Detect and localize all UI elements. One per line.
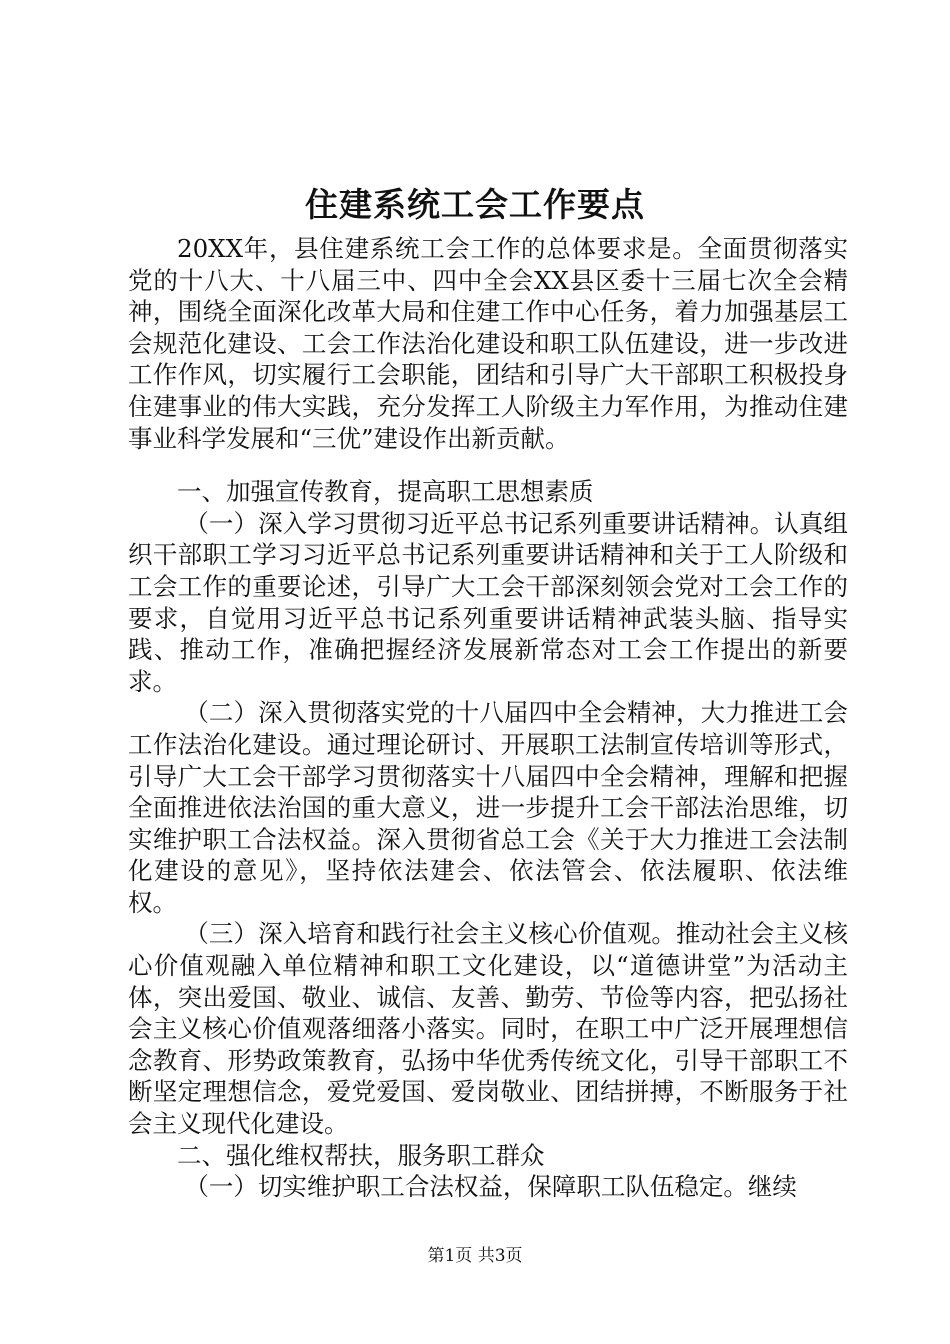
subsection-paragraph-1-3: （三）深入培育和践行社会主义核心价值观。推动社会主义核心价值观融入单位精神和职工文化建设，以“道德讲堂”为活动主体，突出爱国、敬业、诚信、友善、勤劳、节俭等内容，把弘扬社会主义核心价值观落细落小落实。同时，在职工中广泛开展理想信念教育、形势政策教育，弘扬中华优秀传统文化，引导干部职工不断坚定理想信念，爱党爱国、爱岗敬业、团结拼搏，不断服务于社会主义现代化建设。	[128, 919, 848, 1139]
section-heading-1: 一、加强宣传教育，提高职工思想素质	[177, 477, 594, 507]
document-title: 住建系统工会工作要点	[305, 185, 645, 224]
document-body	[128, 233, 848, 1203]
subsection-paragraph-1-1: （一）深入学习贯彻习近平总书记系列重要讲话精神。认真组织干部职工学习习近平总书记系列重要讲话精神和关于工人阶级和工会工作的重要论述，引导广大工会干部深刻领会党对工会工作的要求，自觉用习近平总书记系列重要讲话精神武装头脑、指导实践、推动工作，准确把握经济发展新常态对工会工作提出的新要求。	[128, 508, 848, 696]
subsection-paragraph-1-2: （二）深入贯彻落实党的十八届四中全会精神，大力推进工会工作法治化建设。通过理论研讨、开展职工法制宣传培训等形式，引导广大工会干部学习贯彻落实十八届四中全会精神，理解和把握全面推进依法治国的重大意义，进一步提升工会干部法治思维，切实维护职工合法权益。深入贯彻省总工会《关于大力推进工会法制化建设的意见》，坚持依法建会、依法管会、依法履职、依法维权。	[128, 698, 848, 917]
subsection-paragraph-2-1: （一）切实维护职工合法权益，保障职工队伍稳定。继续	[184, 1172, 797, 1202]
section-heading-2: 二、强化维权帮扶，服务职工群众	[177, 1140, 545, 1170]
intro-paragraph: 20XX年，县住建系统工会工作的总体要求是。全面贯彻落实党的十八大、十八届三中、四中全会XX县区委十三届七次全会精神，围绕全面深化改革大局和住建工作中心任务，着力加强基层工会规范化建设、工会工作法治化建设和职工队伍建设，进一步改进工作作风，切实履行工会职能，团结和引导广大干部职工积极投身住建事业的伟大实践，充分发挥工人阶级主力军作用，为推动住建事业科学发展和“三优”建设作出新贡献。	[128, 234, 848, 453]
page-number-footer: 第1页 共3页	[427, 1246, 523, 1266]
